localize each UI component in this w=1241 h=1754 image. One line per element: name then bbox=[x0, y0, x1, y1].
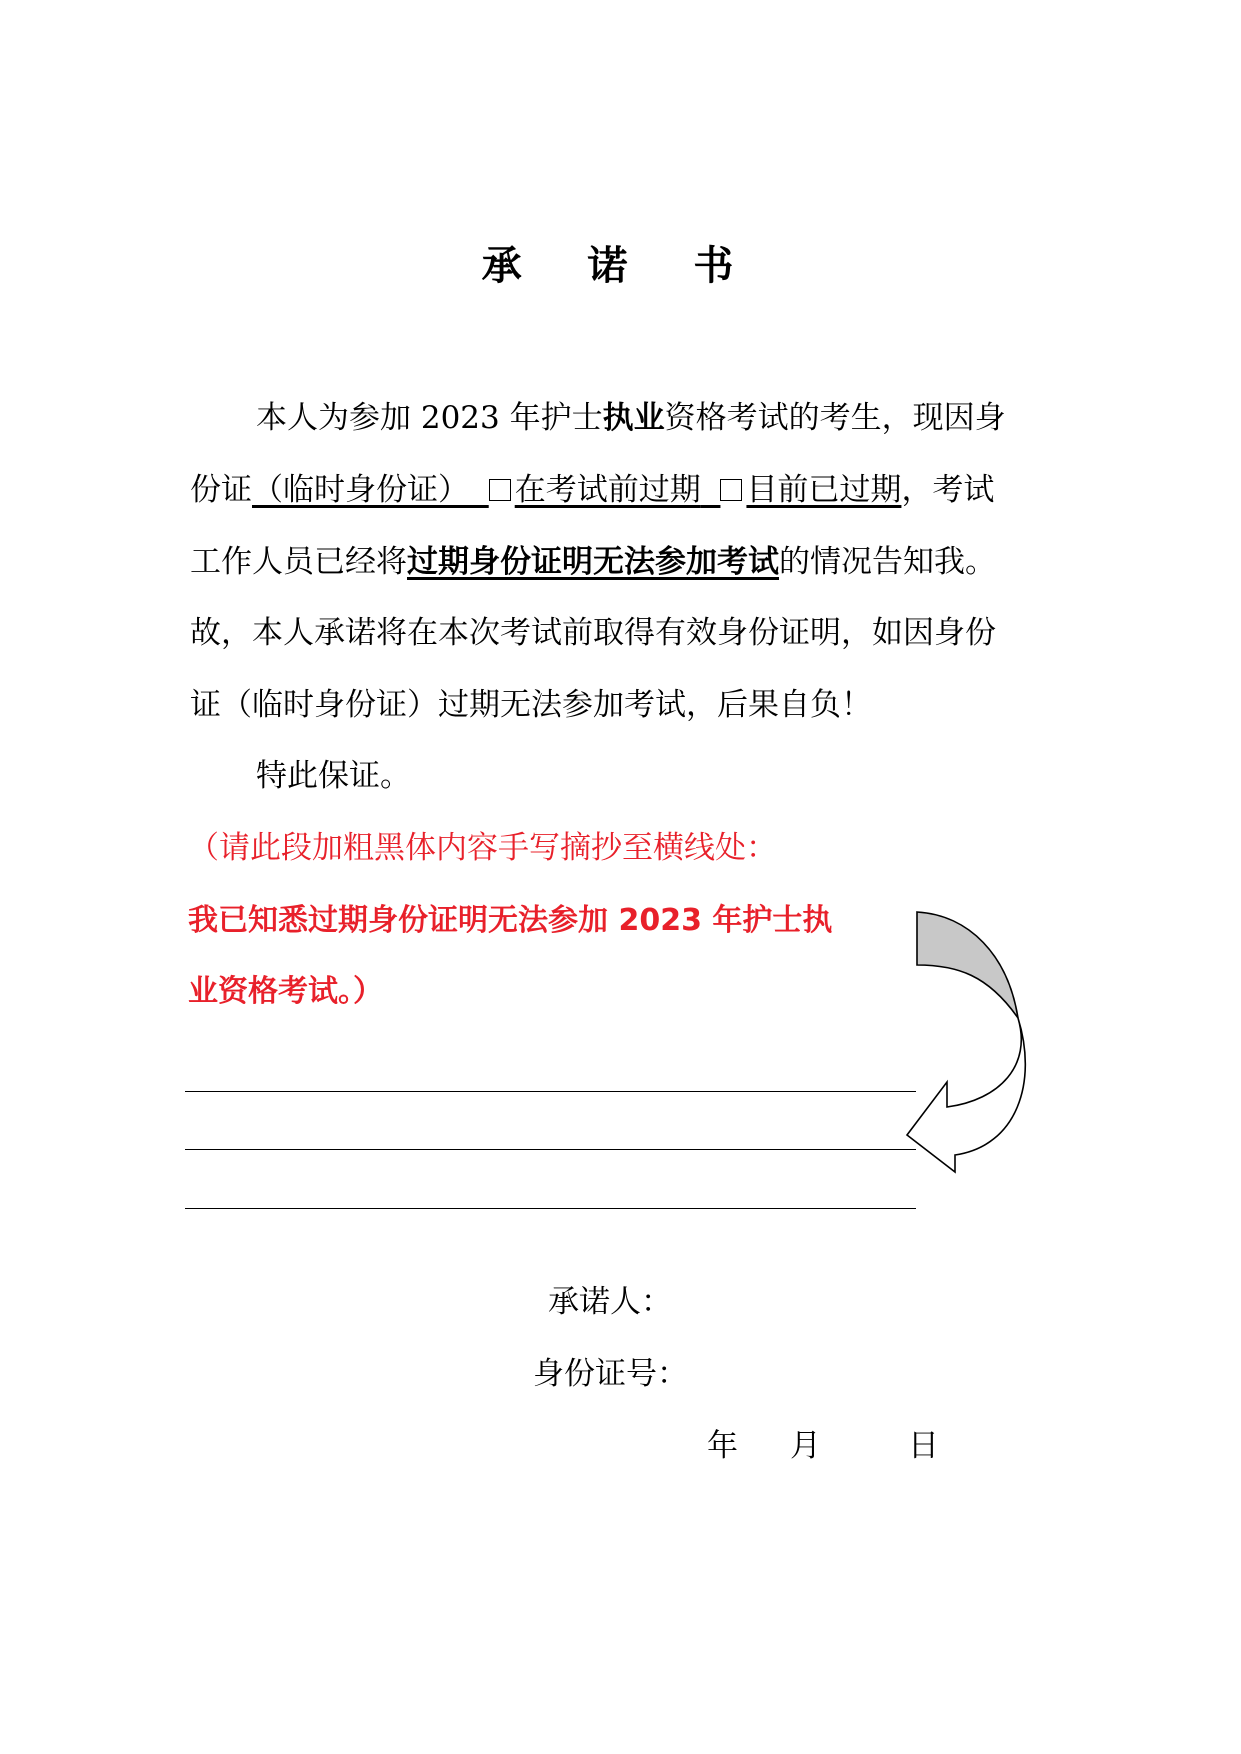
promisor-label: 承诺人： bbox=[548, 1284, 672, 1320]
paragraph-line-3 bbox=[190, 540, 1070, 584]
paragraph-text: 的情况告知我。 bbox=[779, 544, 996, 580]
paragraph-line-1 bbox=[256, 396, 1136, 440]
paragraph-line-4: 故，本人承诺将在本次考试前取得有效身份证明，如因身份 bbox=[190, 615, 996, 651]
closing-line: 特此保证。 bbox=[256, 758, 411, 794]
id-number-label: 身份证号： bbox=[533, 1356, 688, 1392]
copy-text-line-1: 我已知悉过期身份证明无法参加 2023 年护士执 bbox=[188, 903, 833, 938]
id-type-options bbox=[252, 472, 901, 508]
key-statement: 过期身份证明无法参加考试 bbox=[407, 544, 779, 580]
document-title: 承 诺 书 bbox=[481, 243, 760, 289]
paragraph-text: （临时身份证） bbox=[252, 472, 469, 508]
paragraph-text: 份证 bbox=[190, 472, 252, 508]
handwriting-line-3[interactable] bbox=[185, 1208, 916, 1209]
paragraph-line-2 bbox=[190, 468, 1070, 512]
instruction-note: （请此段加粗黑体内容手写摘抄至横线处： bbox=[188, 830, 777, 866]
paragraph-line-5: 证（临时身份证）过期无法参加考试，后果自负！ bbox=[190, 687, 872, 723]
checkbox-already-expired[interactable] bbox=[720, 479, 742, 501]
emphasis-text: 执业 bbox=[602, 400, 665, 436]
copy-text-line-2: 业资格考试。） bbox=[188, 974, 383, 1009]
paragraph-text: 本人为参加 2023 年护士 bbox=[256, 400, 603, 436]
option-already-expired-label: 目前已过期 bbox=[746, 472, 902, 508]
handwriting-line-1[interactable] bbox=[185, 1091, 916, 1092]
paragraph-text: 工作人员已经将 bbox=[190, 544, 407, 580]
month-label: 月 bbox=[790, 1428, 821, 1464]
option-expire-before-exam-label: 在考试前过期 bbox=[514, 472, 701, 508]
curved-arrow-icon bbox=[905, 910, 1065, 1175]
day-label: 日 bbox=[908, 1428, 939, 1464]
paragraph-text: 资格考试的考生，现因身 bbox=[664, 400, 1006, 436]
handwriting-line-2[interactable] bbox=[185, 1149, 916, 1150]
year-label: 年 bbox=[707, 1428, 738, 1464]
checkbox-expire-before-exam[interactable] bbox=[489, 479, 511, 501]
paragraph-text: ，考试 bbox=[901, 472, 995, 508]
